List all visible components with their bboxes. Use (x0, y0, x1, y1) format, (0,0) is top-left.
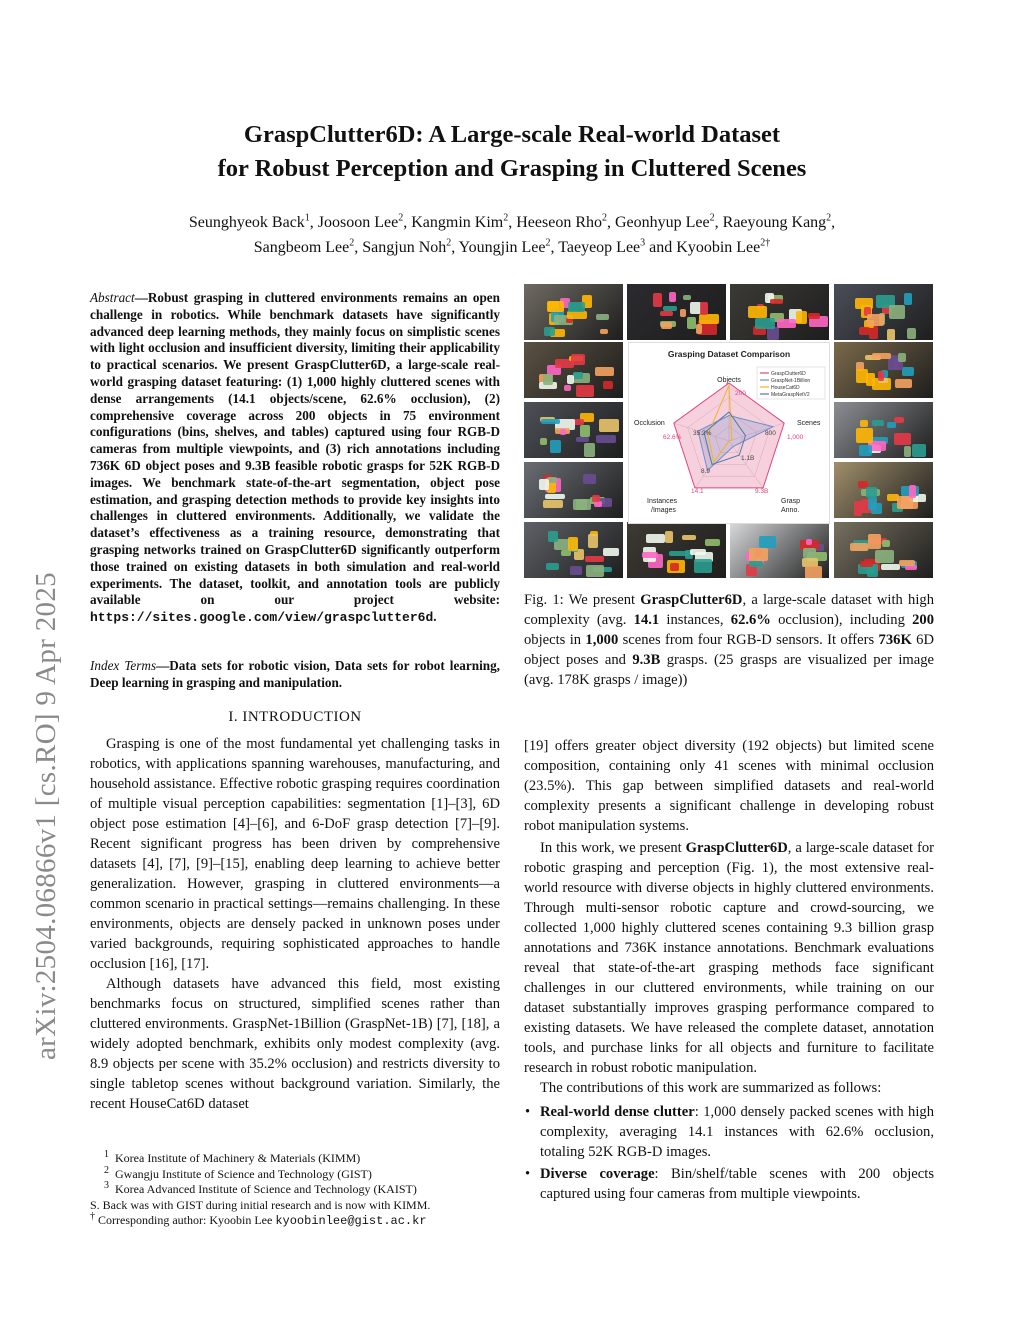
intro-left-column (90, 734, 500, 1114)
author-name: Taeyeop Lee$^3$ (558, 237, 646, 256)
axis-label-grasp: Grasp (781, 498, 801, 505)
figure-caption: Fig. 1: We present GraspClutter6D, a large-scale dataset with high complexity (avg. 14.1 instances, 62.6% occlusion), including 200 objects in 1,000 scenes from four RGB-D sensors. It offers 736K 6D object poses and 9.3B grasps. (25 grasps are visualized per image (avg. 178K grasps / image)) (524, 592, 934, 688)
abstract-label: Abstract (90, 290, 135, 305)
legend-label-3: MetaGraspNetV2 (771, 392, 810, 398)
intro-paragraph-2: Although datasets have advanced this field, most existing benchmarks focus on structured, simplified scenes rather than cluttered environments. GraspNet-1Billion (GraspNet-1B) [7], [18], a widely adopted benchmark, exhibits only modest complexity (avg. 8.9 objects per scene with 35.2% occlusion) and restricts diversity to single tabletop scenes without background variation. Similarly, the recent HouseCat6D dataset (90, 976, 500, 1112)
axis-label-objects: Objects (717, 377, 741, 384)
radar-chart-panel (628, 342, 830, 524)
scene-image (834, 402, 933, 458)
author-name: Sangjun Noh$^2$ (362, 237, 452, 256)
scene-image (524, 402, 623, 458)
contribution-list (524, 1102, 934, 1204)
legend-label-1: GraspNet-1Billion (771, 378, 811, 384)
scene-image (524, 462, 623, 518)
intro-right-column (524, 736, 934, 1204)
arxiv-stamp: arXiv:2504.06866v1 [cs.RO] 9 Apr 2025 (30, 572, 62, 1060)
chart-legend (757, 367, 825, 399)
radar-chart (629, 343, 829, 523)
index-terms-label: Index Terms (90, 658, 157, 673)
right-paragraph-3: The contributions of this work are summarized as follows: (540, 1080, 882, 1096)
paper-title (80, 118, 944, 186)
corresponding-email[interactable]: kyoobinlee@gist.ac.kr (275, 1214, 427, 1229)
value-grasp-gn: 1.1B (741, 455, 755, 462)
author-name: Raeyoung Kang$^2$ (722, 212, 832, 231)
scene-image (730, 522, 829, 578)
axis-label-images: /Images (651, 507, 676, 514)
contribution-item: • Real-world dense clutter: 1,000 densely packed scenes with high complexity, averaging 14.1 instances with 62.6% occlusion, totaling 52K RGB-D images. (524, 1102, 934, 1162)
project-url[interactable]: https://sites.google.com/view/graspclutter6d (90, 610, 434, 626)
scene-image (524, 522, 623, 578)
author-name: Youngjin Lee$^2$ (458, 237, 551, 256)
contribution-item: • Diverse coverage: Bin/shelf/table scenes with 200 objects captured using four cameras from multiple viewpoints. (524, 1164, 934, 1204)
abstract-text: —Robust grasping in cluttered environments remains an open challenge in robotics. While benchmark datasets have significantly advanced deep learning methods, they mainly focus on simplistic scenes with light occlusion and insufficient diversity, limiting their applicability to practical scenarios. We present GraspClutter6D, a large-scale real-world grasping dataset featuring: (1) 1,000 highly cluttered scenes with dense arrangements (14.1 objects/scene, 62.6% occlusion), (2) comprehensive coverage across 200 objects in 75 environment configurations (bins, shelves, and tables) captured using four RGB-D cameras from multiple viewpoints, and (3) rich annotations including 736K 6D object poses and 9.3B feasible robotic grasps for 52K RGB-D images. We benchmark state-of-the-art segmentation, object pose estimation, and grasping detection methods to provide key insights into challenges in cluttered environments. Additionally, we validate the dataset’s effectiveness as a training resource, demonstrating that grasping networks trained on GraspClutter6D significantly outperform those trained on existing datasets in both simulation and real-world experiments. The dataset, toolkit, and annotation tools are publicly available on our project website: (90, 290, 500, 608)
title-line-2: for Robust Perception and Grasping in Cluttered Scenes (217, 155, 807, 182)
footnote-4: S. Back was with GIST during initial research and is now with KIMM. (90, 1197, 431, 1212)
author-name: Joosoon Lee$^2$ (317, 212, 404, 231)
section-heading: I. INTRODUCTION (228, 709, 362, 725)
value-instances-gc: 14.1 (691, 488, 704, 495)
authors-line-2: Sangbeom Lee$^2$, Sangjun Noh$^2$, Youngjin Lee$^2$, Taeyeop Lee$^3$ and Kyoobin Lee$^{2\dagger}$ (253, 237, 771, 256)
author-name: Seunghyeok Back$^1$ (188, 212, 310, 231)
author-name: Heeseon Rho$^2$ (516, 212, 607, 231)
index-terms-text: —Data sets for robotic vision, Data sets for robot learning, Deep learning in grasping and manipulation. (90, 658, 500, 690)
scene-image (627, 284, 726, 340)
scene-image (834, 462, 933, 518)
author-name: Sangbeom Lee$^2$ (253, 237, 355, 256)
scene-image (524, 342, 623, 398)
author-name: Kangmin Kim$^2$ (411, 212, 509, 231)
value-occlusion-gc: 62.6% (663, 434, 682, 441)
author-name: Geonhyup Lee$^2$ (615, 212, 715, 231)
axis-label-grasp-anno: Anno. (781, 507, 800, 514)
footnote-1: $^1$ Korea Institute of Machinery & Materials (KIMM) (104, 1149, 361, 1165)
footnote-5: † Corresponding author: Kyoobin Lee kyoobinlee@gist.ac.kr (90, 1211, 427, 1229)
value-occlusion-gn: 35.2% (693, 430, 712, 437)
author-name: Kyoobin Lee$^{2\dagger}$ (676, 237, 771, 256)
footnotes (90, 1149, 504, 1230)
right-paragraph-2: In this work, we present GraspClutter6D, a large-scale dataset for robotic grasping and perception (Fig. 1), the most extensive real-world resource with diverse objects in highly cluttered environments. Through multi-sensor robotic capture and crowd-sourcing, we collected 1,000 highly cluttered scenes containing 9.3 billion grasp annotations and 736K instance annotations. Benchmark evaluations reveal that state-of-the-art grasping methods face significant challenges in our cluttered environments, while training on our dataset substantially improves grasping performance compared to existing datasets. We have released the complete dataset, annotation tools, and purchase links for all objects and furniture to facilitate research in robust robotic manipulation. (524, 840, 934, 1076)
value-objects: 200 (735, 390, 746, 397)
footnote-3: $^3$ Korea Advanced Institute of Science and Technology (KAIST) (104, 1180, 417, 1197)
intro-paragraph-1: Grasping is one of the most fundamental yet challenging tasks in robotics, with applications spanning warehouses, manufacturing, and household assistance. Effective robotic grasping requires coordination of multiple visual perception capabilities: segmentation [1]–[3], 6D object pose estimation [4]–[6], and 6-DoF grasp detection [7]–[9]. Recent significant progress has been driven by comprehensive datasets [4], [7], [9]–[15], enabling deep learning to achieve better generalization. However, grasping in cluttered environments—a common scenario in practical settings—remains challenging. In these environments, objects are densely packed in unknown poses under varied backgrounds, requiring sophisticated approaches to handle occlusion [16], [17]. (90, 736, 500, 972)
abstract: Abstract—Robust grasping in cluttered environments remains an open challenge in robotics. While benchmark datasets have significantly advanced deep learning methods, they mainly focus on simplistic scenes with light occlusion and insufficient diversity, limiting their applicability to practical scenarios. We present GraspClutter6D, a large-scale real-world grasping dataset featuring: (1) 1,000 highly cluttered scenes with dense arrangements (14.1 objects/scene, 62.6% occlusion), (2) comprehensive coverage across 200 objects in 75 environment configurations (bins, shelves, and tables) captured using four RGB-D cameras from multiple viewpoints, and (3) rich annotations including 736K 6D object poses and 9.3B feasible robotic grasps for 52K RGB-D images. We benchmark state-of-the-art segmentation, object pose estimation, and grasping detection methods to provide key insights into challenges in cluttered environments. Additionally, we validate the dataset’s effectiveness as a training resource, demonstrating that grasping networks trained on GraspClutter6D significantly outperform those trained on existing datasets in both simulation and real-world experiments. The dataset, toolkit, and annotation tools are publicly available on our project website: https://sites.google.com/view/graspclutter6d. (90, 290, 500, 626)
footnote-2: $^2$ Gwangju Institute of Science and Technology (GIST) (104, 1164, 372, 1181)
right-paragraph-1: [19] offers greater object diversity (192 objects) but limited scene composition, containing only 41 scenes with minimal occlusion (23.5%). This gap between simplified datasets and real-world complexity presents a significant challenge in developing robust robot manipulation systems. (524, 738, 934, 834)
author-list (90, 210, 934, 260)
value-grasp-gc: 9.3B (755, 488, 769, 495)
scene-image (730, 284, 829, 340)
authors-line-1: Seunghyeok Back$^1$, Joosoon Lee$^2$, Kangmin Kim$^2$, Heeseon Rho$^2$, Geonhyup Lee$^2$, Raeyoung Kang$^2$, (188, 212, 836, 231)
scene-image (834, 284, 933, 340)
axis-label-scenes: Scenes (797, 420, 821, 427)
scene-image (627, 522, 726, 578)
chart-title: Grasping Dataset Comparison (667, 349, 791, 359)
title-line-1: GraspClutter6D: A Large-scale Real-world Dataset (243, 121, 781, 148)
value-scenes-gc: 1,000 (787, 434, 804, 441)
value-instances-gn: 8.9 (701, 468, 711, 475)
value-scenes-gn: 800 (765, 430, 776, 437)
figure-1 (524, 284, 934, 584)
index-terms (90, 658, 500, 692)
scene-image (834, 342, 933, 398)
axis-label-instances: Instances (647, 498, 677, 505)
legend-label-2: HouseCat6D (771, 385, 800, 391)
scene-image (524, 284, 623, 340)
axis-label-occlusion: Occlusion (634, 420, 665, 427)
scene-image (834, 522, 933, 578)
legend-label-0: GraspClutter6D (771, 371, 806, 377)
